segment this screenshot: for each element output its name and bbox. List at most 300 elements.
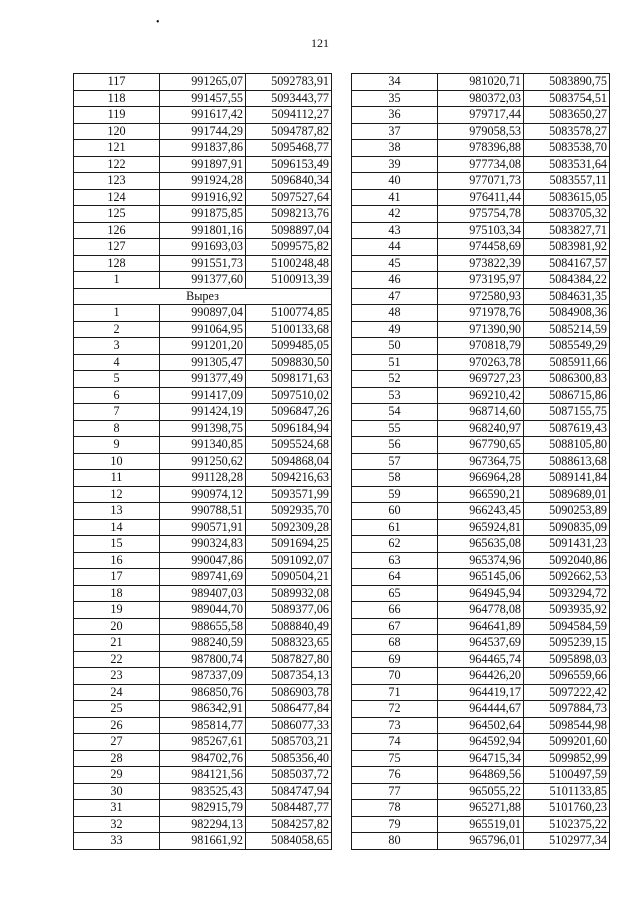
table-row [352, 486, 610, 503]
x-coordinate-cell: 964537,69 [438, 635, 524, 652]
y-coordinate-cell: 5084257,82 [246, 816, 332, 833]
table-row [74, 437, 332, 454]
point-number-cell: 79 [352, 816, 438, 833]
x-coordinate-cell: 985267,61 [160, 734, 246, 751]
y-coordinate-cell: 5085356,40 [246, 750, 332, 767]
point-number-cell: 34 [352, 74, 438, 91]
point-number-cell: 71 [352, 684, 438, 701]
point-number-cell: 124 [74, 189, 160, 206]
point-number-cell: 73 [352, 717, 438, 734]
point-number-cell: 121 [74, 140, 160, 157]
table-row [352, 404, 610, 421]
table-row [74, 107, 332, 124]
table-row [352, 173, 610, 190]
table-row [352, 684, 610, 701]
table-row [352, 750, 610, 767]
y-coordinate-cell: 5097527,64 [246, 189, 332, 206]
point-number-cell: 65 [352, 585, 438, 602]
section-label-cell: Вырез [74, 288, 332, 305]
y-coordinate-cell: 5098897,04 [246, 222, 332, 239]
point-number-cell: 29 [74, 767, 160, 784]
x-coordinate-cell: 991377,49 [160, 371, 246, 388]
x-coordinate-cell: 969210,42 [438, 387, 524, 404]
point-number-cell: 30 [74, 783, 160, 800]
table-row [74, 470, 332, 487]
point-number-cell: 16 [74, 552, 160, 569]
x-coordinate-cell: 964419,17 [438, 684, 524, 701]
table-row [352, 602, 610, 619]
x-coordinate-cell: 991064,95 [160, 321, 246, 338]
y-coordinate-cell: 5089377,06 [246, 602, 332, 619]
point-number-cell: 118 [74, 90, 160, 107]
x-coordinate-cell: 973195,97 [438, 272, 524, 289]
y-coordinate-cell: 5090835,09 [524, 519, 610, 536]
table-row [352, 123, 610, 140]
point-number-cell: 78 [352, 800, 438, 817]
x-coordinate-cell: 987337,09 [160, 668, 246, 685]
table-row [74, 816, 332, 833]
table-row [74, 206, 332, 223]
point-number-cell: 23 [74, 668, 160, 685]
y-coordinate-cell: 5083557,11 [524, 173, 610, 190]
x-coordinate-cell: 991617,42 [160, 107, 246, 124]
point-number-cell: 38 [352, 140, 438, 157]
x-coordinate-cell: 965374,96 [438, 552, 524, 569]
y-coordinate-cell: 5084487,77 [246, 800, 332, 817]
y-coordinate-cell: 5084631,35 [524, 288, 610, 305]
x-coordinate-cell: 987800,74 [160, 651, 246, 668]
point-number-cell: 9 [74, 437, 160, 454]
y-coordinate-cell: 5083650,27 [524, 107, 610, 124]
x-coordinate-cell: 965055,22 [438, 783, 524, 800]
point-number-cell: 54 [352, 404, 438, 421]
x-coordinate-cell: 991897,91 [160, 156, 246, 173]
y-coordinate-cell: 5089689,01 [524, 486, 610, 503]
y-coordinate-cell: 5084908,36 [524, 305, 610, 322]
x-coordinate-cell: 991340,85 [160, 437, 246, 454]
table-row [352, 354, 610, 371]
table-row [352, 420, 610, 437]
y-coordinate-cell: 5083578,27 [524, 123, 610, 140]
point-number-cell: 53 [352, 387, 438, 404]
x-coordinate-cell: 980372,03 [438, 90, 524, 107]
x-coordinate-cell: 990974,12 [160, 486, 246, 503]
x-coordinate-cell: 964778,08 [438, 602, 524, 619]
point-number-cell: 63 [352, 552, 438, 569]
y-coordinate-cell: 5090504,21 [246, 569, 332, 586]
point-number-cell: 72 [352, 701, 438, 718]
x-coordinate-cell: 965519,01 [438, 816, 524, 833]
y-coordinate-cell: 5091431,23 [524, 536, 610, 553]
point-number-cell: 12 [74, 486, 160, 503]
y-coordinate-cell: 5097884,73 [524, 701, 610, 718]
y-coordinate-cell: 5092935,70 [246, 503, 332, 520]
y-coordinate-cell: 5091092,07 [246, 552, 332, 569]
y-coordinate-cell: 5095468,77 [246, 140, 332, 157]
y-coordinate-cell: 5087354,13 [246, 668, 332, 685]
y-coordinate-cell: 5089932,08 [246, 585, 332, 602]
x-coordinate-cell: 975103,34 [438, 222, 524, 239]
table-row [352, 816, 610, 833]
y-coordinate-cell: 5085214,59 [524, 321, 610, 338]
table-row [352, 618, 610, 635]
x-coordinate-cell: 966590,21 [438, 486, 524, 503]
table-row [74, 321, 332, 338]
y-coordinate-cell: 5086300,83 [524, 371, 610, 388]
left-table-body [74, 74, 332, 850]
table-row [74, 486, 332, 503]
x-coordinate-cell: 991424,19 [160, 404, 246, 421]
y-coordinate-cell: 5096184,94 [246, 420, 332, 437]
point-number-cell: 6 [74, 387, 160, 404]
x-coordinate-cell: 991398,75 [160, 420, 246, 437]
y-coordinate-cell: 5093294,72 [524, 585, 610, 602]
x-coordinate-cell: 990047,86 [160, 552, 246, 569]
x-coordinate-cell: 965271,88 [438, 800, 524, 817]
x-coordinate-cell: 972580,93 [438, 288, 524, 305]
x-coordinate-cell: 976411,44 [438, 189, 524, 206]
x-coordinate-cell: 991457,55 [160, 90, 246, 107]
x-coordinate-cell: 990324,83 [160, 536, 246, 553]
y-coordinate-cell: 5093443,77 [246, 90, 332, 107]
right-coordinates-table [351, 73, 610, 850]
point-number-cell: 42 [352, 206, 438, 223]
y-coordinate-cell: 5101133,85 [524, 783, 610, 800]
x-coordinate-cell: 990897,04 [160, 305, 246, 322]
y-coordinate-cell: 5086903,78 [246, 684, 332, 701]
x-coordinate-cell: 969727,23 [438, 371, 524, 388]
x-coordinate-cell: 967790,65 [438, 437, 524, 454]
x-coordinate-cell: 968240,97 [438, 420, 524, 437]
x-coordinate-cell: 986342,91 [160, 701, 246, 718]
y-coordinate-cell: 5099201,60 [524, 734, 610, 751]
table-row [352, 470, 610, 487]
table-row [352, 288, 610, 305]
y-coordinate-cell: 5100497,59 [524, 767, 610, 784]
y-coordinate-cell: 5100133,68 [246, 321, 332, 338]
point-number-cell: 11 [74, 470, 160, 487]
table-row [352, 321, 610, 338]
table-row [74, 288, 332, 305]
y-coordinate-cell: 5086077,33 [246, 717, 332, 734]
x-coordinate-cell: 991201,20 [160, 338, 246, 355]
y-coordinate-cell: 5083705,32 [524, 206, 610, 223]
x-coordinate-cell: 982915,79 [160, 800, 246, 817]
point-number-cell: 2 [74, 321, 160, 338]
point-number-cell: 69 [352, 651, 438, 668]
table-row [74, 90, 332, 107]
y-coordinate-cell: 5093935,92 [524, 602, 610, 619]
point-number-cell: 59 [352, 486, 438, 503]
point-number-cell: 50 [352, 338, 438, 355]
table-row [352, 734, 610, 751]
table-row [352, 800, 610, 817]
table-row [74, 503, 332, 520]
x-coordinate-cell: 965145,06 [438, 569, 524, 586]
y-coordinate-cell: 5083890,75 [524, 74, 610, 91]
y-coordinate-cell: 5096153,49 [246, 156, 332, 173]
table-row [352, 717, 610, 734]
table-row [74, 635, 332, 652]
point-number-cell: 4 [74, 354, 160, 371]
table-row [74, 552, 332, 569]
y-coordinate-cell: 5101760,23 [524, 800, 610, 817]
point-number-cell: 39 [352, 156, 438, 173]
table-row [352, 437, 610, 454]
y-coordinate-cell: 5089141,84 [524, 470, 610, 487]
table-row [74, 668, 332, 685]
point-number-cell: 21 [74, 635, 160, 652]
table-row [352, 305, 610, 322]
x-coordinate-cell: 984702,76 [160, 750, 246, 767]
x-coordinate-cell: 991250,62 [160, 453, 246, 470]
y-coordinate-cell: 5094787,82 [246, 123, 332, 140]
table-row [352, 189, 610, 206]
x-coordinate-cell: 971390,90 [438, 321, 524, 338]
table-row [74, 239, 332, 256]
point-number-cell: 44 [352, 239, 438, 256]
table-row [352, 536, 610, 553]
point-number-cell: 20 [74, 618, 160, 635]
y-coordinate-cell: 5087619,43 [524, 420, 610, 437]
x-coordinate-cell: 970818,79 [438, 338, 524, 355]
point-number-cell: 24 [74, 684, 160, 701]
y-coordinate-cell: 5083531,64 [524, 156, 610, 173]
point-number-cell: 64 [352, 569, 438, 586]
y-coordinate-cell: 5084747,94 [246, 783, 332, 800]
x-coordinate-cell: 991377,60 [160, 272, 246, 289]
y-coordinate-cell: 5088613,68 [524, 453, 610, 470]
table-row [352, 701, 610, 718]
table-row [74, 305, 332, 322]
point-number-cell: 47 [352, 288, 438, 305]
y-coordinate-cell: 5099575,82 [246, 239, 332, 256]
table-row [74, 222, 332, 239]
x-coordinate-cell: 991417,09 [160, 387, 246, 404]
point-number-cell: 17 [74, 569, 160, 586]
point-number-cell: 60 [352, 503, 438, 520]
x-coordinate-cell: 991551,73 [160, 255, 246, 272]
x-coordinate-cell: 968714,60 [438, 404, 524, 421]
table-row [74, 404, 332, 421]
table-row [352, 371, 610, 388]
x-coordinate-cell: 991265,07 [160, 74, 246, 91]
point-number-cell: 36 [352, 107, 438, 124]
table-row [352, 255, 610, 272]
y-coordinate-cell: 5092783,91 [246, 74, 332, 91]
table-row [352, 338, 610, 355]
y-coordinate-cell: 5098830,50 [246, 354, 332, 371]
y-coordinate-cell: 5085703,21 [246, 734, 332, 751]
table-row [74, 519, 332, 536]
table-row [74, 701, 332, 718]
point-number-cell: 19 [74, 602, 160, 619]
table-row [352, 569, 610, 586]
x-coordinate-cell: 991924,28 [160, 173, 246, 190]
x-coordinate-cell: 964502,64 [438, 717, 524, 734]
table-row [352, 272, 610, 289]
table-row [352, 140, 610, 157]
x-coordinate-cell: 964426,20 [438, 668, 524, 685]
point-number-cell: 41 [352, 189, 438, 206]
point-number-cell: 26 [74, 717, 160, 734]
y-coordinate-cell: 5087827,80 [246, 651, 332, 668]
point-number-cell: 56 [352, 437, 438, 454]
point-number-cell: 52 [352, 371, 438, 388]
x-coordinate-cell: 991875,85 [160, 206, 246, 223]
x-coordinate-cell: 973822,39 [438, 255, 524, 272]
table-row [74, 569, 332, 586]
y-coordinate-cell: 5100248,48 [246, 255, 332, 272]
y-coordinate-cell: 5083538,70 [524, 140, 610, 157]
point-number-cell: 31 [74, 800, 160, 817]
point-number-cell: 7 [74, 404, 160, 421]
y-coordinate-cell: 5083754,51 [524, 90, 610, 107]
y-coordinate-cell: 5085911,66 [524, 354, 610, 371]
table-row [74, 156, 332, 173]
point-number-cell: 61 [352, 519, 438, 536]
x-coordinate-cell: 967364,75 [438, 453, 524, 470]
table-row [74, 189, 332, 206]
y-coordinate-cell: 5098171,63 [246, 371, 332, 388]
y-coordinate-cell: 5099485,05 [246, 338, 332, 355]
y-coordinate-cell: 5083827,71 [524, 222, 610, 239]
x-coordinate-cell: 970263,78 [438, 354, 524, 371]
x-coordinate-cell: 985814,77 [160, 717, 246, 734]
x-coordinate-cell: 966243,45 [438, 503, 524, 520]
y-coordinate-cell: 5088105,80 [524, 437, 610, 454]
x-coordinate-cell: 983525,43 [160, 783, 246, 800]
y-coordinate-cell: 5097510,02 [246, 387, 332, 404]
table-row [352, 74, 610, 91]
table-row [74, 717, 332, 734]
table-row [352, 387, 610, 404]
y-coordinate-cell: 5092309,28 [246, 519, 332, 536]
x-coordinate-cell: 988655,58 [160, 618, 246, 635]
table-row [74, 255, 332, 272]
point-number-cell: 120 [74, 123, 160, 140]
table-row [352, 107, 610, 124]
x-coordinate-cell: 964945,94 [438, 585, 524, 602]
y-coordinate-cell: 5084058,65 [246, 833, 332, 850]
x-coordinate-cell: 991837,86 [160, 140, 246, 157]
table-row [74, 74, 332, 91]
y-coordinate-cell: 5085549,29 [524, 338, 610, 355]
table-row [74, 651, 332, 668]
y-coordinate-cell: 5088323,65 [246, 635, 332, 652]
x-coordinate-cell: 991744,29 [160, 123, 246, 140]
table-row [74, 734, 332, 751]
point-number-cell: 10 [74, 453, 160, 470]
y-coordinate-cell: 5099852,99 [524, 750, 610, 767]
y-coordinate-cell: 5090253,89 [524, 503, 610, 520]
table-row [352, 585, 610, 602]
table-row [352, 239, 610, 256]
point-number-cell: 49 [352, 321, 438, 338]
table-row [74, 173, 332, 190]
table-row [352, 767, 610, 784]
table-row [74, 585, 332, 602]
point-number-cell: 80 [352, 833, 438, 850]
x-coordinate-cell: 977734,08 [438, 156, 524, 173]
y-coordinate-cell: 5085037,72 [246, 767, 332, 784]
x-coordinate-cell: 984121,56 [160, 767, 246, 784]
point-number-cell: 43 [352, 222, 438, 239]
x-coordinate-cell: 991801,16 [160, 222, 246, 239]
table-row [352, 635, 610, 652]
point-number-cell: 55 [352, 420, 438, 437]
page-number: 121 [311, 36, 329, 50]
point-number-cell: 122 [74, 156, 160, 173]
table-row [74, 140, 332, 157]
y-coordinate-cell: 5095898,03 [524, 651, 610, 668]
point-number-cell: 25 [74, 701, 160, 718]
y-coordinate-cell: 5102375,22 [524, 816, 610, 833]
point-number-cell: 48 [352, 305, 438, 322]
x-coordinate-cell: 978396,88 [438, 140, 524, 157]
point-number-cell: 127 [74, 239, 160, 256]
x-coordinate-cell: 981661,92 [160, 833, 246, 850]
point-number-cell: 32 [74, 816, 160, 833]
point-number-cell: 5 [74, 371, 160, 388]
point-number-cell: 27 [74, 734, 160, 751]
x-coordinate-cell: 991305,47 [160, 354, 246, 371]
table-row [74, 800, 332, 817]
table-row [74, 371, 332, 388]
table-row [352, 783, 610, 800]
point-number-cell: 51 [352, 354, 438, 371]
x-coordinate-cell: 964465,74 [438, 651, 524, 668]
x-coordinate-cell: 966964,28 [438, 470, 524, 487]
point-number-cell: 76 [352, 767, 438, 784]
x-coordinate-cell: 981020,71 [438, 74, 524, 91]
x-coordinate-cell: 989407,03 [160, 585, 246, 602]
x-coordinate-cell: 964869,56 [438, 767, 524, 784]
y-coordinate-cell: 5086477,84 [246, 701, 332, 718]
point-number-cell: 62 [352, 536, 438, 553]
x-coordinate-cell: 989741,69 [160, 569, 246, 586]
point-number-cell: 128 [74, 255, 160, 272]
point-number-cell: 3 [74, 338, 160, 355]
point-number-cell: 57 [352, 453, 438, 470]
point-number-cell: 28 [74, 750, 160, 767]
x-coordinate-cell: 990788,51 [160, 503, 246, 520]
table-row [74, 536, 332, 553]
x-coordinate-cell: 965796,01 [438, 833, 524, 850]
point-number-cell: 126 [74, 222, 160, 239]
x-coordinate-cell: 979058,53 [438, 123, 524, 140]
y-coordinate-cell: 5095524,68 [246, 437, 332, 454]
table-row [352, 833, 610, 850]
table-row [352, 156, 610, 173]
point-number-cell: 15 [74, 536, 160, 553]
y-coordinate-cell: 5094216,63 [246, 470, 332, 487]
point-number-cell: 1 [74, 272, 160, 289]
x-coordinate-cell: 975754,78 [438, 206, 524, 223]
y-coordinate-cell: 5094112,27 [246, 107, 332, 124]
right-table-body [352, 74, 610, 850]
y-coordinate-cell: 5088840,49 [246, 618, 332, 635]
x-coordinate-cell: 991128,28 [160, 470, 246, 487]
table-row [352, 222, 610, 239]
point-number-cell: 33 [74, 833, 160, 850]
x-coordinate-cell: 988240,59 [160, 635, 246, 652]
table-row [352, 668, 610, 685]
scan-dot-mark: • [156, 17, 160, 28]
y-coordinate-cell: 5086715,86 [524, 387, 610, 404]
point-number-cell: 14 [74, 519, 160, 536]
table-row [74, 453, 332, 470]
